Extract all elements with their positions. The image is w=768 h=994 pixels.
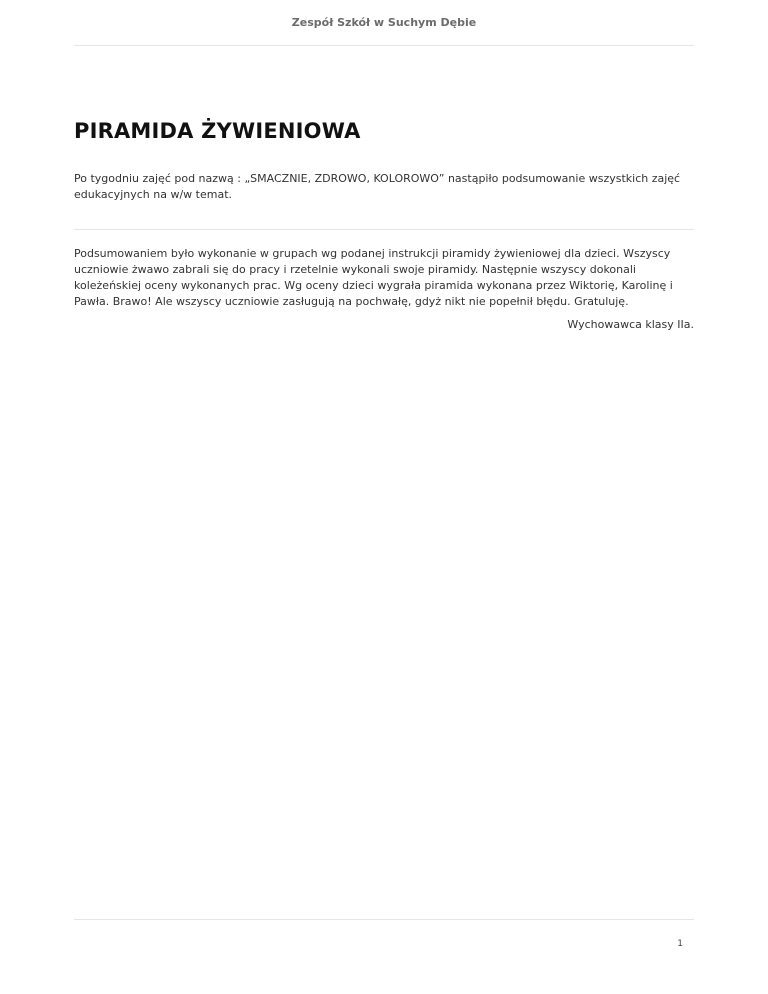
page-number: 1 <box>677 939 683 949</box>
summary-paragraph: Podsumowaniem było wykonanie w grupach wg podanej instrukcji piramidy żywieniowej dla dzieci. Wszyscy uczniowie żwawo zabrali się do pracy i rzetelnie wykonali swoje piramidy. Następnie wszyscy dokonali koleżeńskiej oceny wykonanych prac. Wg oceny dzieci wygrała piramida wykonana przez Wiktorię, Karolinę i Pawła. Brawo! Ale wszyscy uczniowie zasługują na pochwałę, gdyż nikt nie popełnił błędu. Gratuluję. <box>74 247 673 308</box>
signature: Wychowawca klasy IIa. <box>567 318 694 331</box>
footer-divider <box>74 919 694 920</box>
content-divider <box>74 229 694 230</box>
article-title: PIRAMIDA ŻYWIENIOWA <box>74 119 361 143</box>
intro-paragraph: Po tygodniu zajęć pod nazwą : „SMACZNIE, ZDROWO, KOLOROWO” nastąpiło podsumowanie wszystkich zajęć edukacyjnych na w/w temat. <box>74 172 681 201</box>
header-divider <box>74 45 694 46</box>
school-name-header: Zespół Szkół w Suchym Dębie <box>291 16 477 29</box>
